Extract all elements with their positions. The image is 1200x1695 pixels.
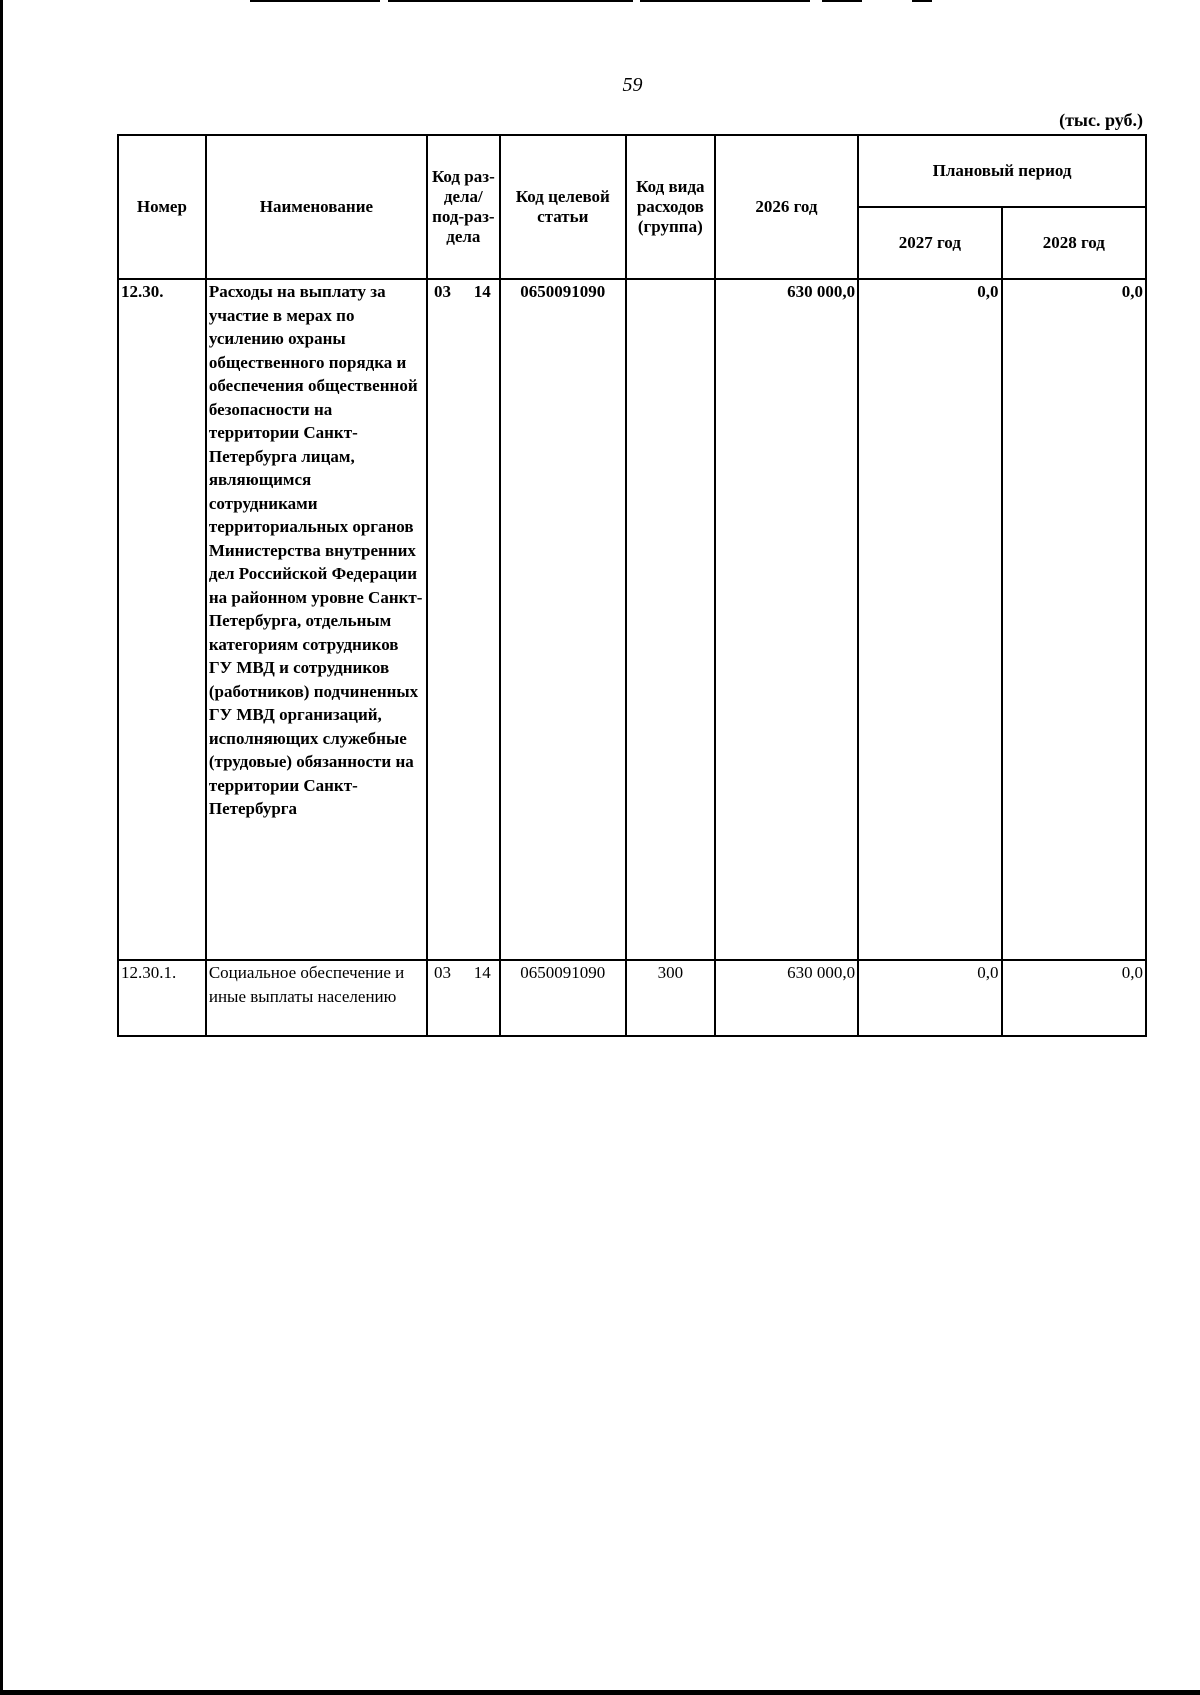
row-number: 12.30.1. [118,960,206,1036]
row-name: Социальное обеспечение и иные выплаты населению [206,960,427,1036]
header-year-2026: 2026 год [715,135,858,279]
scan-border-left [0,0,3,1695]
table-header [118,135,1146,279]
row-target-code: 0650091090 [500,279,626,960]
scan-border-top-segment [912,0,932,2]
units-label: (тыс. руб.) [1059,110,1143,130]
row-section-code [427,960,500,1036]
header-year-2028: 2028 год [1002,207,1146,279]
header-section-code: Код раз-дела/ под-раз-дела [427,135,500,279]
table-row [118,960,1146,1036]
row-expense-kind: 300 [626,960,715,1036]
row-target-code: 0650091090 [500,960,626,1036]
header-name: Наименование [206,135,427,279]
section-code: 03 [433,282,451,301]
row-number: 12.30. [118,279,206,960]
scan-border-top-segment [250,0,380,2]
row-value-2028: 0,0 [1002,279,1146,960]
subsection-code: 14 [473,282,491,301]
scan-border-top-segment [640,0,810,2]
header-planned-period: Плановый период [858,135,1146,207]
row-value-2026: 630 000,0 [715,279,858,960]
row-value-2026: 630 000,0 [715,960,858,1036]
row-value-2027: 0,0 [858,279,1001,960]
section-code: 03 [433,963,451,982]
header-expense-kind: Код вида расходов (группа) [626,135,715,279]
page-number: 59 [622,74,643,96]
budget-table [117,134,1147,1037]
header-number: Номер [118,135,206,279]
subsection-code: 14 [473,963,491,982]
row-name: Расходы на выплату за участие в мерах по усилению охраны общественного порядка и обеспечения общественной безопасности на территории Санкт-Петербурга лицам, являющимся сотрудниками территориальных органов Министерства внутренних дел Российской Федерации на районном уровне Санкт-Петербурга, отдельным категориям сотрудников ГУ МВД и сотрудников (работников) подчиненных ГУ МВД организаций, исполняющих служебные (трудовые) обязанности на территории Санкт-Петербурга [206,279,427,960]
table-row [118,279,1146,960]
header-year-2027: 2027 год [858,207,1001,279]
scan-border-top-segment [388,0,633,2]
scan-border-bottom [0,1690,1200,1695]
row-expense-kind [626,279,715,960]
scan-border-top-segment [822,0,862,2]
row-value-2028: 0,0 [1002,960,1146,1036]
row-section-code [427,279,500,960]
row-value-2027: 0,0 [858,960,1001,1036]
header-target-code: Код целевой статьи [500,135,626,279]
